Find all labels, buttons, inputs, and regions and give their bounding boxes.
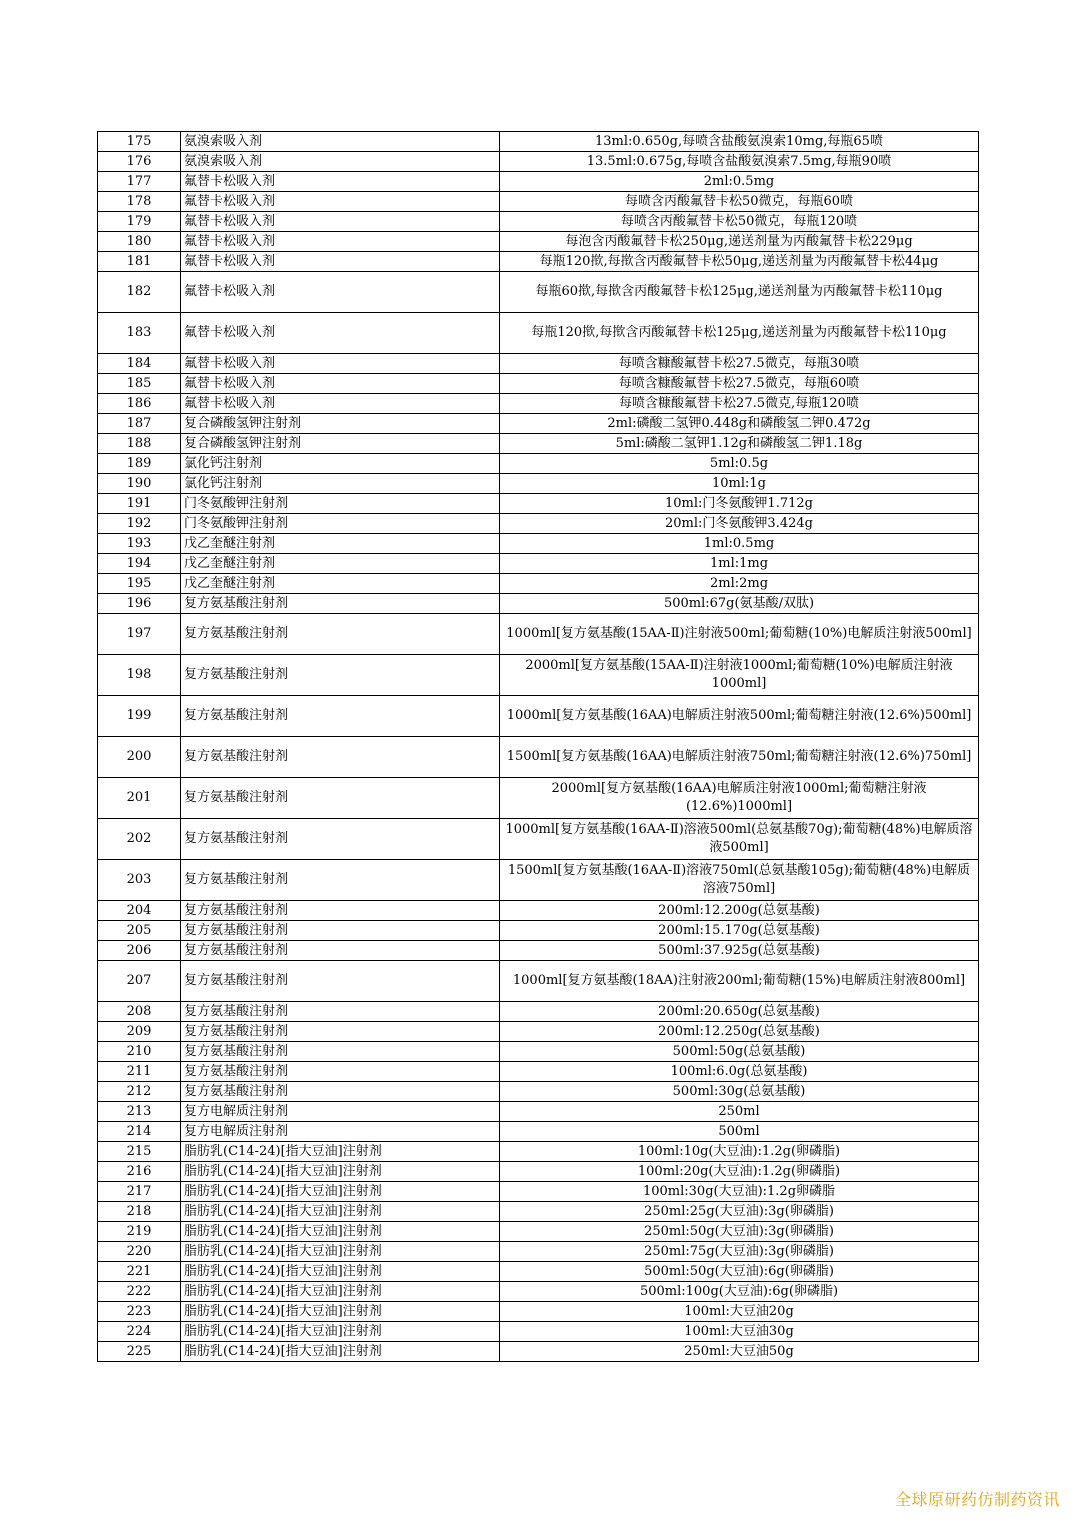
- row-number-cell: 224: [98, 1322, 181, 1342]
- specification-cell: 1000ml[复方氨基酸(16AA)电解质注射液500ml;葡萄糖注射液(12.6%)500ml]: [500, 696, 979, 737]
- table-row: [98, 1242, 979, 1262]
- specification-cell: 每喷含丙酸氟替卡松50微克，每瓶120喷: [500, 212, 979, 232]
- drug-name-cell: 戊乙奎醚注射剂: [181, 534, 500, 554]
- table-row: [98, 212, 979, 232]
- table-row: [98, 152, 979, 172]
- table-row: [98, 394, 979, 414]
- drug-name-cell: 复方氨基酸注射剂: [181, 1022, 500, 1042]
- specification-cell: 500ml:30g(总氨基酸): [500, 1082, 979, 1102]
- specification-cell: 5ml:磷酸二氢钾1.12g和磷酸氢二钾1.18g: [500, 434, 979, 454]
- row-number-cell: 209: [98, 1022, 181, 1042]
- row-number-cell: 198: [98, 655, 181, 696]
- specification-cell: 10ml:1g: [500, 474, 979, 494]
- row-number-cell: 216: [98, 1162, 181, 1182]
- row-number-cell: 193: [98, 534, 181, 554]
- drug-name-cell: 氟替卡松吸入剂: [181, 232, 500, 252]
- row-number-cell: 211: [98, 1062, 181, 1082]
- drug-name-cell: 脂肪乳(C14-24)[指大豆油]注射剂: [181, 1202, 500, 1222]
- specification-cell: 100ml:10g(大豆油):1.2g(卵磷脂): [500, 1142, 979, 1162]
- row-number-cell: 189: [98, 454, 181, 474]
- specification-cell: 250ml:25g(大豆油):3g(卵磷脂): [500, 1202, 979, 1222]
- table-row: [98, 778, 979, 819]
- row-number-cell: 225: [98, 1342, 181, 1362]
- table-row: [98, 1322, 979, 1342]
- specification-cell: 500ml:50g(总氨基酸): [500, 1042, 979, 1062]
- specification-cell: 2000ml[复方氨基酸(16AA)电解质注射液1000ml;葡萄糖注射液(12.6%)1000ml]: [500, 778, 979, 819]
- drug-name-cell: 复方氨基酸注射剂: [181, 594, 500, 614]
- specification-cell: 250ml:大豆油50g: [500, 1342, 979, 1362]
- drug-name-cell: 氨溴索吸入剂: [181, 152, 500, 172]
- table-row: [98, 1282, 979, 1302]
- row-number-cell: 195: [98, 574, 181, 594]
- row-number-cell: 184: [98, 354, 181, 374]
- specification-cell: 100ml:大豆油30g: [500, 1322, 979, 1342]
- specification-cell: 每喷含糠酸氟替卡松27.5微克，每瓶30喷: [500, 354, 979, 374]
- specification-cell: 每瓶120揿,每揿含丙酸氟替卡松50μg,递送剂量为丙酸氟替卡松44μg: [500, 252, 979, 272]
- row-number-cell: 213: [98, 1102, 181, 1122]
- specification-cell: 2000ml[复方氨基酸(15AA-Ⅱ)注射液1000ml;葡萄糖(10%)电解质注射液1000ml]: [500, 655, 979, 696]
- specification-cell: 500ml:37.925g(总氨基酸): [500, 941, 979, 961]
- table-row: [98, 1222, 979, 1242]
- drug-name-cell: 复方氨基酸注射剂: [181, 961, 500, 1002]
- drug-name-cell: 脂肪乳(C14-24)[指大豆油]注射剂: [181, 1242, 500, 1262]
- drug-name-cell: 复方氨基酸注射剂: [181, 921, 500, 941]
- drug-name-cell: 复合磷酸氢钾注射剂: [181, 414, 500, 434]
- drug-name-cell: 复方氨基酸注射剂: [181, 819, 500, 860]
- drug-name-cell: 氟替卡松吸入剂: [181, 374, 500, 394]
- table-row: [98, 696, 979, 737]
- table-row: [98, 132, 979, 152]
- specification-cell: 250ml:75g(大豆油):3g(卵磷脂): [500, 1242, 979, 1262]
- specification-cell: 5ml:0.5g: [500, 454, 979, 474]
- row-number-cell: 194: [98, 554, 181, 574]
- drug-name-cell: 复方氨基酸注射剂: [181, 901, 500, 921]
- row-number-cell: 187: [98, 414, 181, 434]
- table-row: [98, 514, 979, 534]
- row-number-cell: 222: [98, 1282, 181, 1302]
- specification-cell: 500ml:50g(大豆油):6g(卵磷脂): [500, 1262, 979, 1282]
- row-number-cell: 185: [98, 374, 181, 394]
- drug-name-cell: 门冬氨酸钾注射剂: [181, 494, 500, 514]
- specification-cell: 1000ml[复方氨基酸(18AA)注射液200ml;葡萄糖(15%)电解质注射液800ml]: [500, 961, 979, 1002]
- table-row: [98, 1342, 979, 1362]
- drug-name-cell: 氯化钙注射剂: [181, 454, 500, 474]
- table-row: [98, 961, 979, 1002]
- drug-name-cell: 复方氨基酸注射剂: [181, 655, 500, 696]
- specification-cell: 200ml:12.200g(总氨基酸): [500, 901, 979, 921]
- row-number-cell: 220: [98, 1242, 181, 1262]
- row-number-cell: 205: [98, 921, 181, 941]
- specification-cell: 200ml:15.170g(总氨基酸): [500, 921, 979, 941]
- table-row: [98, 454, 979, 474]
- drug-name-cell: 氯化钙注射剂: [181, 474, 500, 494]
- row-number-cell: 188: [98, 434, 181, 454]
- specification-cell: 2ml:2mg: [500, 574, 979, 594]
- table-row: [98, 1142, 979, 1162]
- table-row: [98, 1262, 979, 1282]
- drug-name-cell: 脂肪乳(C14-24)[指大豆油]注射剂: [181, 1302, 500, 1322]
- specification-cell: 250ml: [500, 1102, 979, 1122]
- specification-cell: 13.5ml:0.675g,每喷含盐酸氨溴索7.5mg,每瓶90喷: [500, 152, 979, 172]
- table-row: [98, 574, 979, 594]
- row-number-cell: 208: [98, 1002, 181, 1022]
- table-row: [98, 414, 979, 434]
- specification-cell: 13ml:0.650g,每喷含盐酸氨溴索10mg,每瓶65喷: [500, 132, 979, 152]
- specification-cell: 1500ml[复方氨基酸(16AA-Ⅱ)溶液750ml(总氨基酸105g);葡萄糖(48%)电解质溶液750ml]: [500, 860, 979, 901]
- specification-cell: 200ml:20.650g(总氨基酸): [500, 1002, 979, 1022]
- specification-cell: 每喷含丙酸氟替卡松50微克，每瓶60喷: [500, 192, 979, 212]
- row-number-cell: 217: [98, 1182, 181, 1202]
- row-number-cell: 210: [98, 1042, 181, 1062]
- table-row: [98, 313, 979, 354]
- watermark-text: 全球原研药仿制药资讯: [894, 1490, 1060, 1509]
- row-number-cell: 191: [98, 494, 181, 514]
- drug-name-cell: 氟替卡松吸入剂: [181, 272, 500, 313]
- row-number-cell: 206: [98, 941, 181, 961]
- row-number-cell: 204: [98, 901, 181, 921]
- drug-name-cell: 复方电解质注射剂: [181, 1122, 500, 1142]
- table-row: [98, 272, 979, 313]
- table-row: [98, 1202, 979, 1222]
- row-number-cell: 186: [98, 394, 181, 414]
- drug-name-cell: 复方氨基酸注射剂: [181, 614, 500, 655]
- row-number-cell: 203: [98, 860, 181, 901]
- drug-name-cell: 复方氨基酸注射剂: [181, 860, 500, 901]
- row-number-cell: 199: [98, 696, 181, 737]
- row-number-cell: 183: [98, 313, 181, 354]
- row-number-cell: 200: [98, 737, 181, 778]
- table-row: [98, 554, 979, 574]
- table-row: [98, 1062, 979, 1082]
- table-row: [98, 374, 979, 394]
- specification-cell: 每瓶120揿,每揿含丙酸氟替卡松125μg,递送剂量为丙酸氟替卡松110μg: [500, 313, 979, 354]
- table-row: [98, 655, 979, 696]
- drug-name-cell: 戊乙奎醚注射剂: [181, 574, 500, 594]
- table-row: [98, 1302, 979, 1322]
- specification-cell: 20ml:门冬氨酸钾3.424g: [500, 514, 979, 534]
- table-row: [98, 860, 979, 901]
- specification-cell: 250ml:50g(大豆油):3g(卵磷脂): [500, 1222, 979, 1242]
- table-row: [98, 1162, 979, 1182]
- table-row: [98, 1182, 979, 1202]
- drug-name-cell: 氟替卡松吸入剂: [181, 172, 500, 192]
- specification-cell: 2ml:磷酸二氢钾0.448g和磷酸氢二钾0.472g: [500, 414, 979, 434]
- drug-name-cell: 复方氨基酸注射剂: [181, 941, 500, 961]
- row-number-cell: 221: [98, 1262, 181, 1282]
- table-row: [98, 941, 979, 961]
- table-row: [98, 232, 979, 252]
- row-number-cell: 215: [98, 1142, 181, 1162]
- table-row: [98, 1022, 979, 1042]
- drug-name-cell: 复方氨基酸注射剂: [181, 1002, 500, 1022]
- drug-name-cell: 戊乙奎醚注射剂: [181, 554, 500, 574]
- row-number-cell: 218: [98, 1202, 181, 1222]
- specification-cell: 1000ml[复方氨基酸(16AA-Ⅱ)溶液500ml(总氨基酸70g);葡萄糖(48%)电解质溶液500ml]: [500, 819, 979, 860]
- table-row: [98, 474, 979, 494]
- row-number-cell: 197: [98, 614, 181, 655]
- table-row: [98, 1042, 979, 1062]
- drug-name-cell: 复方氨基酸注射剂: [181, 696, 500, 737]
- table-row: [98, 1082, 979, 1102]
- drug-name-cell: 复方电解质注射剂: [181, 1102, 500, 1122]
- specification-cell: 500ml:67g(氨基酸/双肽): [500, 594, 979, 614]
- row-number-cell: 176: [98, 152, 181, 172]
- row-number-cell: 177: [98, 172, 181, 192]
- drug-name-cell: 复合磷酸氢钾注射剂: [181, 434, 500, 454]
- drug-name-cell: 脂肪乳(C14-24)[指大豆油]注射剂: [181, 1142, 500, 1162]
- drug-name-cell: 氟替卡松吸入剂: [181, 313, 500, 354]
- table-row: [98, 614, 979, 655]
- row-number-cell: 207: [98, 961, 181, 1002]
- specification-cell: 100ml:6.0g(总氨基酸): [500, 1062, 979, 1082]
- specification-cell: 每泡含丙酸氟替卡松250μg,递送剂量为丙酸氟替卡松229μg: [500, 232, 979, 252]
- specification-cell: 2ml:0.5mg: [500, 172, 979, 192]
- row-number-cell: 175: [98, 132, 181, 152]
- specification-cell: 10ml:门冬氨酸钾1.712g: [500, 494, 979, 514]
- drug-name-cell: 脂肪乳(C14-24)[指大豆油]注射剂: [181, 1162, 500, 1182]
- row-number-cell: 212: [98, 1082, 181, 1102]
- row-number-cell: 190: [98, 474, 181, 494]
- table-row: [98, 534, 979, 554]
- drug-name-cell: 门冬氨酸钾注射剂: [181, 514, 500, 534]
- specification-cell: 100ml:30g(大豆油):1.2g卵磷脂: [500, 1182, 979, 1202]
- table-row: [98, 819, 979, 860]
- drug-name-cell: 氟替卡松吸入剂: [181, 252, 500, 272]
- row-number-cell: 179: [98, 212, 181, 232]
- drug-name-cell: 脂肪乳(C14-24)[指大豆油]注射剂: [181, 1222, 500, 1242]
- drug-name-cell: 复方氨基酸注射剂: [181, 1062, 500, 1082]
- row-number-cell: 214: [98, 1122, 181, 1142]
- drug-name-cell: 复方氨基酸注射剂: [181, 737, 500, 778]
- drug-name-cell: 脂肪乳(C14-24)[指大豆油]注射剂: [181, 1342, 500, 1362]
- drug-name-cell: 复方氨基酸注射剂: [181, 1042, 500, 1062]
- specification-cell: 每喷含糠酸氟替卡松27.5微克，每瓶60喷: [500, 374, 979, 394]
- drug-name-cell: 脂肪乳(C14-24)[指大豆油]注射剂: [181, 1282, 500, 1302]
- drug-name-cell: 氟替卡松吸入剂: [181, 354, 500, 374]
- row-number-cell: 196: [98, 594, 181, 614]
- specification-cell: 100ml:大豆油20g: [500, 1302, 979, 1322]
- specification-cell: 100ml:20g(大豆油):1.2g(卵磷脂): [500, 1162, 979, 1182]
- drug-name-cell: 脂肪乳(C14-24)[指大豆油]注射剂: [181, 1182, 500, 1202]
- row-number-cell: 180: [98, 232, 181, 252]
- table-body: [98, 132, 979, 1362]
- table-row: [98, 1102, 979, 1122]
- row-number-cell: 201: [98, 778, 181, 819]
- table-row: [98, 172, 979, 192]
- row-number-cell: 192: [98, 514, 181, 534]
- drug-name-cell: 氟替卡松吸入剂: [181, 394, 500, 414]
- specification-cell: 1500ml[复方氨基酸(16AA)电解质注射液750ml;葡萄糖注射液(12.6%)750ml]: [500, 737, 979, 778]
- drug-name-cell: 脂肪乳(C14-24)[指大豆油]注射剂: [181, 1322, 500, 1342]
- drug-name-cell: 氟替卡松吸入剂: [181, 192, 500, 212]
- specification-cell: 每瓶60揿,每揿含丙酸氟替卡松125μg,递送剂量为丙酸氟替卡松110μg: [500, 272, 979, 313]
- table-row: [98, 737, 979, 778]
- table-row: [98, 434, 979, 454]
- drug-spec-table: [97, 131, 979, 1362]
- table-row: [98, 921, 979, 941]
- row-number-cell: 178: [98, 192, 181, 212]
- row-number-cell: 182: [98, 272, 181, 313]
- specification-cell: 1ml:0.5mg: [500, 534, 979, 554]
- drug-name-cell: 氨溴索吸入剂: [181, 132, 500, 152]
- specification-cell: 1000ml[复方氨基酸(15AA-Ⅱ)注射液500ml;葡萄糖(10%)电解质注射液500ml]: [500, 614, 979, 655]
- table-row: [98, 901, 979, 921]
- row-number-cell: 202: [98, 819, 181, 860]
- specification-cell: 500ml: [500, 1122, 979, 1142]
- specification-cell: 500ml:100g(大豆油):6g(卵磷脂): [500, 1282, 979, 1302]
- specification-cell: 1ml:1mg: [500, 554, 979, 574]
- table-row: [98, 1122, 979, 1142]
- table-row: [98, 594, 979, 614]
- table-row: [98, 1002, 979, 1022]
- row-number-cell: 223: [98, 1302, 181, 1322]
- row-number-cell: 181: [98, 252, 181, 272]
- table-row: [98, 192, 979, 212]
- table-row: [98, 494, 979, 514]
- drug-name-cell: 氟替卡松吸入剂: [181, 212, 500, 232]
- drug-name-cell: 复方氨基酸注射剂: [181, 1082, 500, 1102]
- specification-cell: 200ml:12.250g(总氨基酸): [500, 1022, 979, 1042]
- table-row: [98, 354, 979, 374]
- row-number-cell: 219: [98, 1222, 181, 1242]
- drug-name-cell: 脂肪乳(C14-24)[指大豆油]注射剂: [181, 1262, 500, 1282]
- drug-name-cell: 复方氨基酸注射剂: [181, 778, 500, 819]
- table-row: [98, 252, 979, 272]
- specification-cell: 每喷含糠酸氟替卡松27.5微克,每瓶120喷: [500, 394, 979, 414]
